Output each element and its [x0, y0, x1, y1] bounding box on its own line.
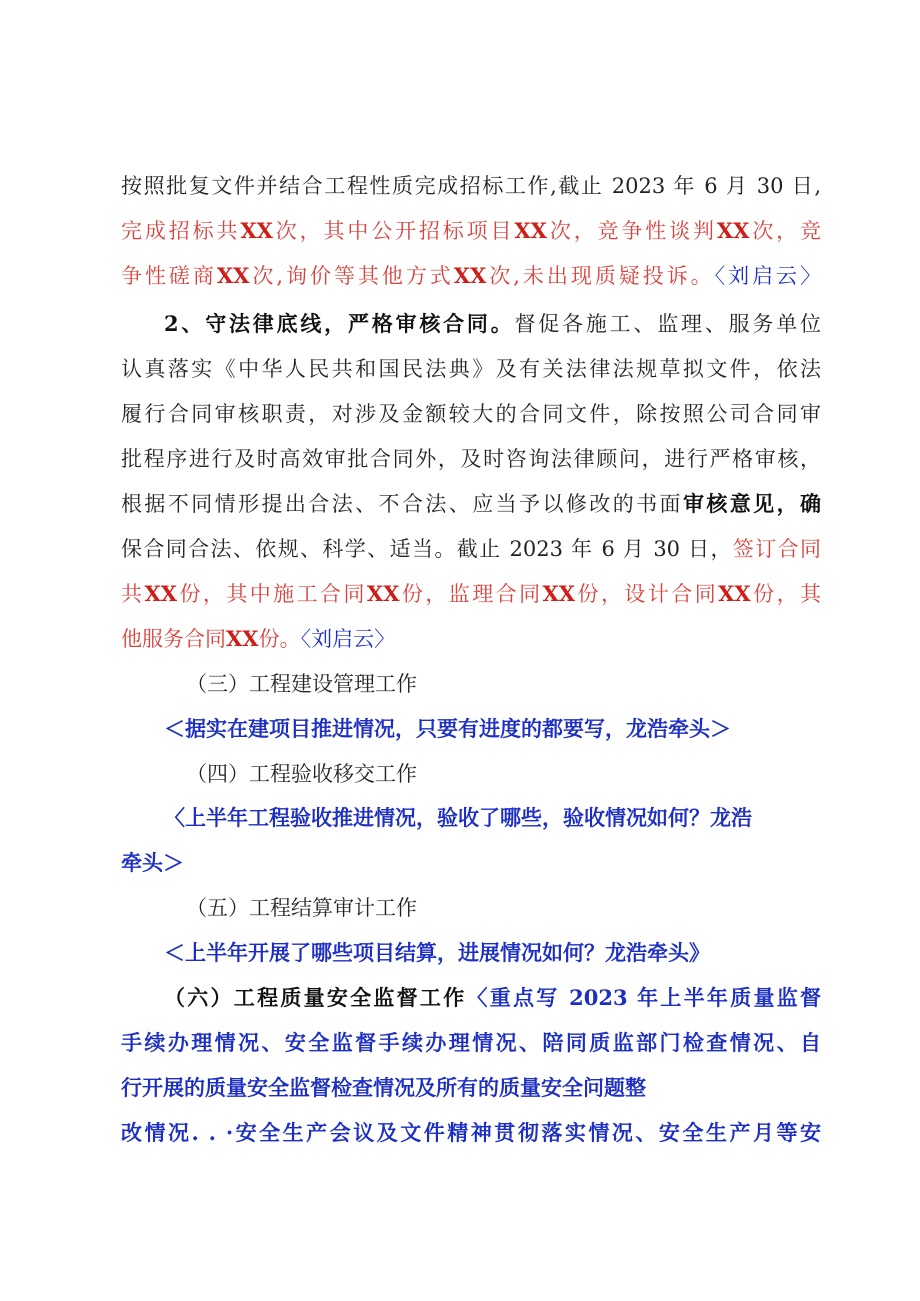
paragraph-line — [121, 572, 821, 616]
highlight-text: 共 — [121, 582, 145, 606]
highlight-text: 次，竞 — [749, 219, 821, 243]
author-annotation: 〈刘启云〉 — [300, 627, 396, 651]
highlight-text: 次，其中公开招标项目 — [272, 219, 515, 243]
placeholder-count: XX — [240, 218, 273, 243]
paragraph-line — [121, 209, 821, 253]
paragraph-line — [121, 392, 821, 436]
annotation-line — [121, 1066, 821, 1110]
placeholder-count: XX — [144, 581, 178, 606]
annotation-line — [164, 707, 821, 751]
highlight-text: 份，其中施工合同 — [177, 582, 367, 606]
placeholder-count: XX — [453, 263, 487, 288]
placeholder-count: XX — [226, 626, 259, 651]
highlight-text: 份，其 — [750, 582, 821, 606]
body-text: 根据不同情形提出合法、不合法、应当予以修改的书面 — [121, 492, 683, 516]
placeholder-count: XX — [366, 581, 400, 606]
placeholder-count: XX — [542, 581, 576, 606]
placeholder-count: XX — [216, 263, 250, 288]
highlight-text: 完成招标共 — [121, 219, 241, 243]
placeholder-count: XX — [718, 581, 751, 606]
paragraph-line — [121, 617, 821, 661]
section-heading: （六）工程质量安全监督工作 — [164, 985, 467, 1010]
highlight-text: 次,未出现质疑投诉。 — [486, 264, 715, 288]
section-heading: （四）工程验收移交工作 — [186, 762, 417, 786]
highlight-text: 份，设计合同 — [575, 582, 719, 606]
section-heading-line — [186, 752, 821, 796]
paragraph-line — [121, 347, 821, 391]
body-text: 认真落实《中华人民共和国民法典》及有关法律法规草拟文件，依法 — [121, 357, 821, 381]
bold-text: 审核意见，确 — [682, 491, 821, 516]
highlight-text: 次,询价等其他方式 — [249, 264, 454, 288]
section-heading: 2、守法律底线，严格审核合同。 — [164, 311, 515, 336]
body-text: 督促各施工、监理、服务单位 — [514, 312, 821, 336]
paragraph-line — [121, 254, 821, 298]
author-annotation: 改情况. . ·安全生产会议及文件精神贯彻落实情况、安全生产月等安 — [121, 1120, 821, 1145]
paragraph-line — [121, 527, 821, 571]
paragraph-line — [164, 302, 821, 346]
author-annotation: 手续办理情况、安全监督手续办理情况、陪同质监部门检查情况、自 — [121, 1030, 821, 1055]
annotation-line — [164, 931, 821, 975]
author-annotation: 〈刘启云〉 — [714, 264, 821, 288]
section-heading-line — [164, 976, 821, 1020]
author-annotation: 行开展的质量安全监督检查情况及所有的质量安全问题整 — [121, 1075, 646, 1100]
author-annotation: 〈重点写 2023 年上半年质量监督 — [466, 985, 821, 1010]
highlight-text: 他服务合同 — [121, 627, 226, 651]
placeholder-count: XX — [716, 218, 750, 243]
highlight-text: 签订合同 — [732, 537, 821, 561]
author-annotation: ＜据实在建项目推进情况，只要有进度的都要写，龙浩牵头＞ — [164, 716, 731, 741]
section-heading-line — [186, 662, 821, 706]
annotation-line — [121, 1111, 821, 1155]
body-text: 按照批复文件并结合工程性质完成招标工作,截止 2023 年 6 月 30 日, — [121, 174, 821, 198]
body-text: 批程序进行及时高效审批合同外，及时咨询法律顾问，进行严格审核， — [121, 447, 821, 471]
highlight-text: 次，竞争性谈判 — [546, 219, 717, 243]
section-heading-line — [186, 886, 821, 930]
highlight-text: 份。 — [258, 627, 301, 651]
body-text: 履行合同审核职责，对涉及金额较大的合同文件，除按照公司合同审 — [121, 402, 821, 426]
annotation-line — [121, 841, 821, 885]
paragraph-line — [121, 164, 821, 208]
author-annotation: ＜上半年开展了哪些项目结算，进展情况如何？龙浩牵头》 — [164, 940, 710, 965]
body-text: 保合同合法、依规、科学、适当。截止 2023 年 6 月 30 日， — [121, 537, 733, 561]
paragraph-line — [121, 437, 821, 481]
placeholder-count: XX — [514, 218, 547, 243]
section-heading: （三）工程建设管理工作 — [186, 672, 417, 696]
highlight-text: 争性磋商 — [121, 264, 217, 288]
author-annotation: 牵头＞ — [121, 850, 184, 875]
annotation-line — [121, 1021, 821, 1065]
paragraph-line — [121, 482, 821, 526]
section-heading: （五）工程结算审计工作 — [186, 896, 417, 920]
annotation-line — [164, 796, 821, 840]
author-annotation: 〈上半年工程验收推进情况，验收了哪些，验收情况如何？龙浩 — [164, 805, 752, 830]
highlight-text: 份，监理合同 — [399, 582, 543, 606]
